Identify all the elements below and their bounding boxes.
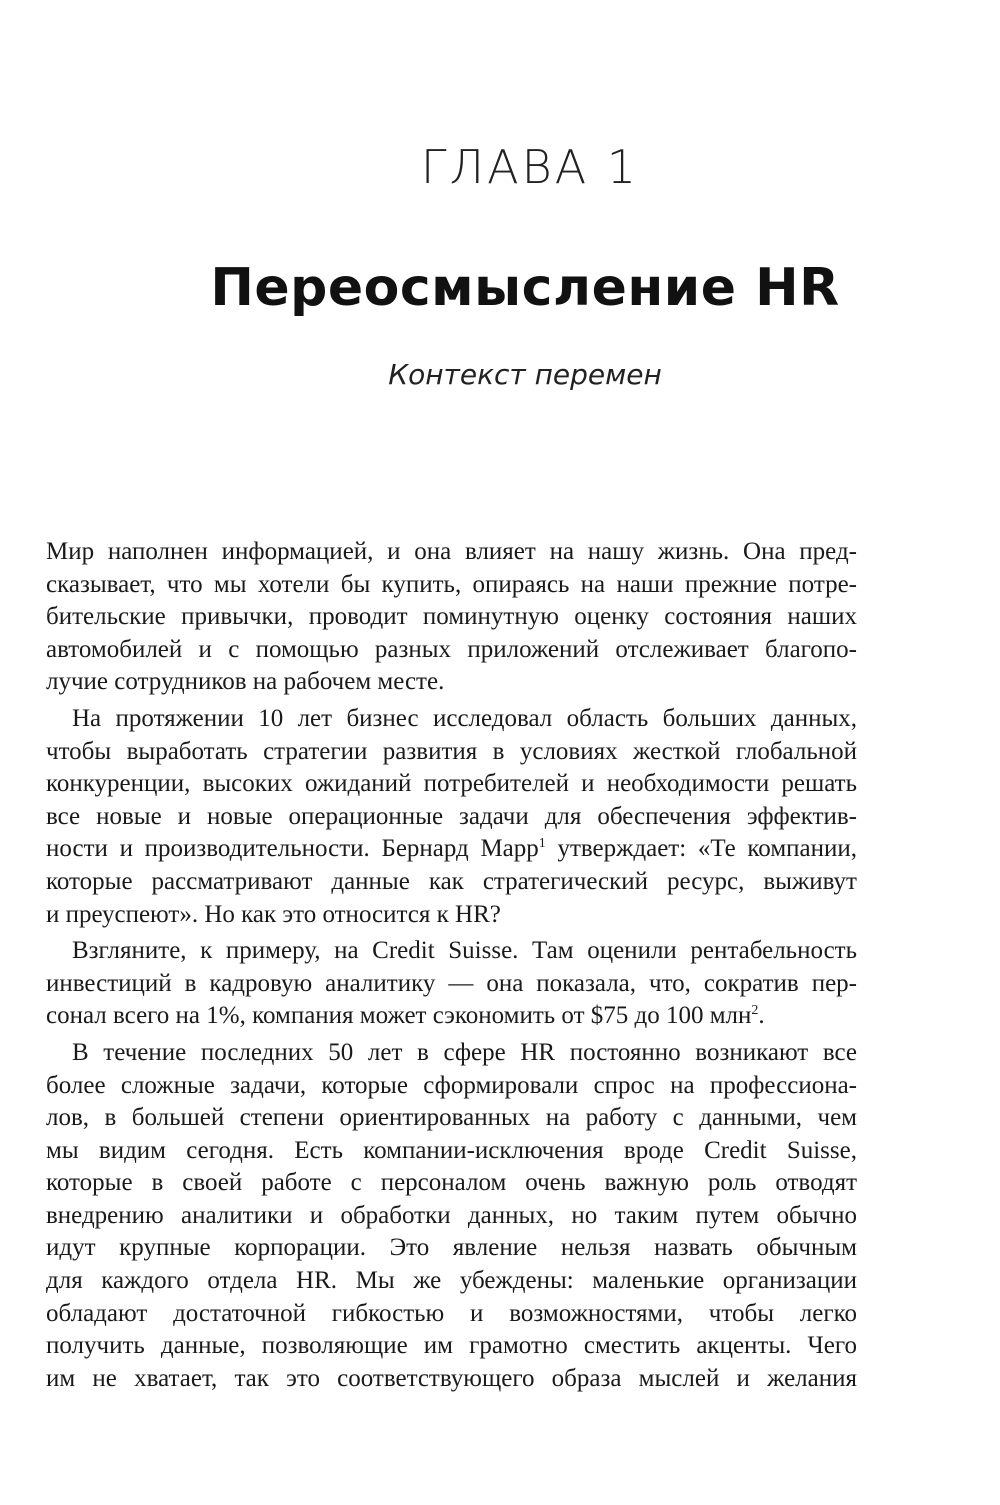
line-text: ности и производительности. Бернард Марр	[46, 835, 539, 863]
line-text: чтобы выработать стратегии развития в условиях жесткой глобальной	[46, 737, 857, 765]
text-line	[46, 1363, 857, 1396]
line-text: конкуренции, высоких ожиданий потребителей и необходимости решать	[46, 770, 857, 798]
text-line	[46, 634, 857, 667]
footnote-marker: 2	[751, 1003, 759, 1019]
line-text: обладают достаточной гибкостью и возможностями, чтобы легко	[46, 1299, 857, 1327]
text-line	[46, 569, 857, 602]
text-line	[46, 899, 857, 932]
footnote-marker: 1	[538, 836, 546, 852]
line-text: и преуспеют». Но как это относится к HR?	[46, 900, 501, 928]
line-text: лов, в большей степени ориентированных на работу с данными, чем	[46, 1104, 857, 1132]
text-line	[46, 1298, 857, 1331]
line-text: лучие сотрудников на рабочем месте.	[46, 668, 445, 696]
text-line	[46, 1200, 857, 1233]
text-line	[46, 866, 857, 899]
paragraph	[46, 935, 857, 1033]
line-text: которые в своей работе с персоналом очень важную роль отводят	[46, 1169, 857, 1197]
line-text: им не хватает, так это соответствующего образа мыслей и желания	[46, 1364, 857, 1392]
chapter-subtitle: Контекст перемен	[388, 358, 662, 391]
text-line	[46, 768, 857, 801]
line-text: В течение последних 50 лет в сфере HR постоянно возникают все	[72, 1038, 857, 1066]
text-line	[46, 536, 857, 569]
paragraph	[46, 703, 857, 931]
line-text: сонал всего на 1%, компания может сэкономить от $75 до 100 млн	[46, 1002, 752, 1030]
text-line	[46, 1037, 857, 1070]
line-text: внедрению аналитики и обработки данных, но таким путем обычно	[46, 1201, 857, 1229]
text-line	[46, 1135, 857, 1168]
line-text: .	[758, 1002, 765, 1030]
line-text: Взгляните, к примеру, на Credit Suisse. Там оценили рентабельность	[72, 937, 857, 965]
line-text: сказывает, что мы хотели бы купить, опираясь на наши прежние потре-	[46, 570, 857, 598]
text-line	[46, 968, 857, 1001]
text-line	[46, 801, 857, 834]
text-line	[46, 1330, 857, 1363]
text-line	[46, 666, 857, 699]
text-line	[46, 1167, 857, 1200]
line-text: автомобилей и с помощью разных приложений отслеживает благопо-	[46, 635, 857, 663]
text-line	[46, 1000, 857, 1033]
line-text: для каждого отдела HR. Мы же убеждены: маленькие организации	[46, 1267, 857, 1295]
text-line	[46, 736, 857, 769]
line-text: На протяжении 10 лет бизнес исследовал область больших данных,	[72, 704, 857, 732]
text-line	[46, 703, 857, 736]
paragraph	[46, 1037, 857, 1396]
line-text: мы видим сегодня. Есть компании-исключения вроде Credit Suisse,	[46, 1136, 857, 1164]
chapter-label: ГЛАВА 1	[420, 140, 640, 194]
body-text	[46, 536, 857, 1395]
text-line	[46, 935, 857, 968]
line-text: получить данные, позволяющие им грамотно сместить акценты. Чего	[46, 1332, 857, 1360]
line-text: инвестиций в кадровую аналитику — она показала, что, сократив пер-	[46, 969, 857, 997]
paragraph	[46, 536, 857, 699]
line-text: все новые и новые операционные задачи для обеспечения эффектив-	[46, 802, 857, 830]
text-line	[46, 833, 857, 866]
text-line	[46, 1265, 857, 1298]
text-line	[46, 1070, 857, 1103]
text-line	[46, 601, 857, 634]
line-text: более сложные задачи, которые сформировали спрос на профессиона-	[46, 1071, 857, 1099]
line-text: идут крупные корпорации. Это явление нельзя назвать обычным	[46, 1234, 857, 1262]
text-line	[46, 1232, 857, 1265]
line-text: утверждает: «Те компании,	[545, 835, 858, 863]
text-line	[46, 1102, 857, 1135]
chapter-title: Переосмысление HR	[210, 258, 840, 318]
line-text: которые рассматривают данные как стратегический ресурс, выживут	[46, 867, 857, 895]
line-text: бительские привычки, проводит поминутную оценку состояния наших	[46, 603, 857, 631]
line-text: Мир наполнен информацией, и она влияет на нашу жизнь. Она пред-	[46, 538, 857, 565]
